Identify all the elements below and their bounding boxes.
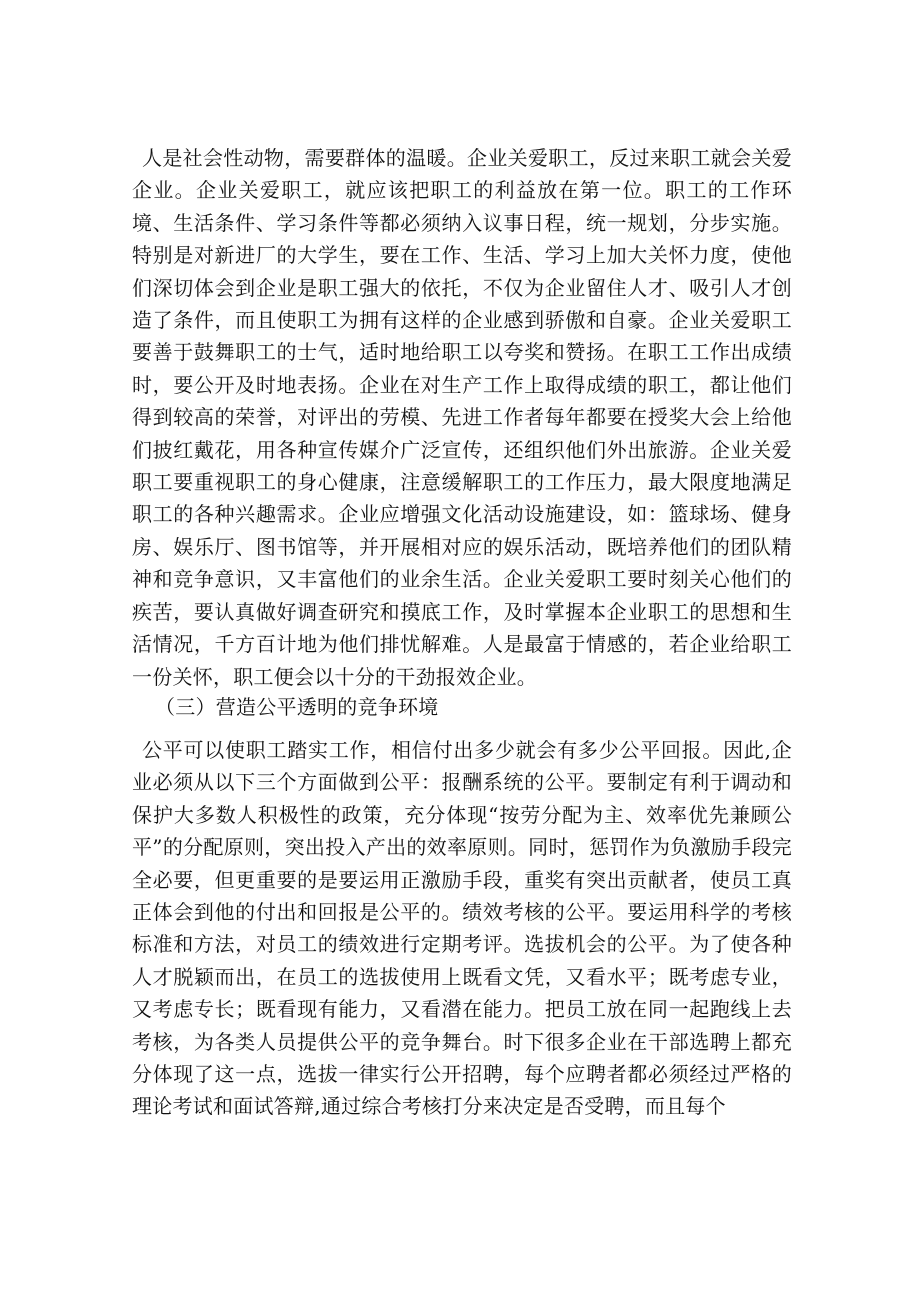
section-heading-fair-competition: （三）营造公平透明的竞争环境 — [155, 695, 439, 719]
paragraph-fairness: 公平可以使职工踏实工作，相信付出多少就会有多少公平回报。因此,企业必须从以下三个方面做到公平：报酬系统的公平。要制定有利于调动和保护大多数人积极性的政策，充分体现“按劳分配为主、效率优先兼顾公平”的分配原则，突出投入产出的效率原则。同时，惩罚作为负激励手段完全必要，但更重要的是要运用正激励手段，重奖有突出贡献者，使员工真正体会到他的付出和回报是公平的。绩效考核的公平。要运用科学的考核标准和方法，对员工的绩效进行定期考评。选拔机会的公平。为了使各种人才脱颖而出，在员工的选拔使用上既看文凭，又看水平；既考虑专业，又考虑专长；既看现有能力，又看潜在能力。把员工放在同一起跑线上去考核，为各类人员提供公平的竞争舞台。时下很多企业在干部选聘上都充分体现了这一点，选拔一律实行公开招聘，每个应聘者都必须经过严格的理论考试和面试答辩,通过综合考核打分来决定是否受聘，而且每个 — [132, 738, 792, 1119]
paragraph-employee-care: 人是社会性动物，需要群体的温暖。企业关爱职工，反过来职工就会关爱企业。企业关爱职工，就应该把职工的利益放在第一位。职工的工作环境、生活条件、学习条件等都必须纳入议事日程，统一规划，分步实施。特别是对新进厂的大学生，要在工作、生活、学习上加大关怀力度，使他们深切体会到企业是职工强大的依托，不仅为企业留住人才、吸引人才创造了条件，而且使职工为拥有这样的企业感到骄傲和自豪。企业关爱职工要善于鼓舞职工的士气，适时地给职工以夸奖和赞扬。在职工工作出成绩时，要公开及时地表扬。企业在对生产工作上取得成绩的职工，都让他们得到较高的荣誉，对评出的劳模、先进工作者每年都要在授奖大会上给他们披红戴花，用各种宣传媒介广泛宣传，还组织他们外出旅游。企业关爱职工要重视职工的身心健康，注意缓解职工的工作压力，最大限度地满足职工的各种兴趣需求。企业应增强文化活动设施建设，如：篮球场、健身房、娱乐厅、图书馆等，并开展相对应的娱乐活动，既培养他们的团队精神和竞争意识，又丰富他们的业余生活。企业关爱职工要时刻关心他们的疾苦，要认真做好调查研究和摸底工作，及时掌握本企业职工的思想和生活情况，千方百计地为他们排忧解难。人是最富于情感的，若企业给职工一份关怀，职工便会以十分的干劲报效企业。 — [132, 146, 792, 689]
